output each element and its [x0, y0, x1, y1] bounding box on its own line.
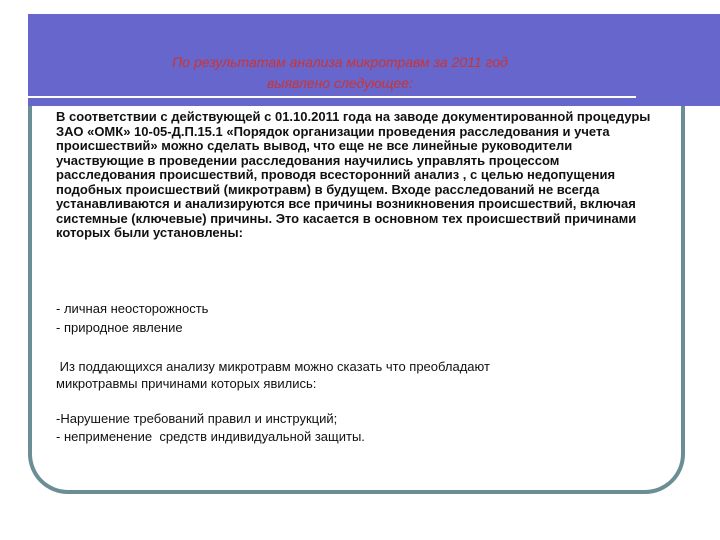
list-item: -Нарушение требований правил и инструкций;: [56, 411, 338, 426]
header-divider: [28, 96, 636, 98]
causes-list: [56, 299, 656, 337]
slide-title-line-2: выявлено следующее:: [266, 75, 413, 91]
list-item: - личная неосторожность: [56, 301, 209, 316]
slide-title-line-1: По результатам анализа микротравм за 2011 год: [172, 54, 508, 70]
list-item: - природное явление: [56, 320, 183, 335]
main-paragraph-text: В соответствии с действующей с 01.10.2011 года на заводе документированной процедуры ЗАО «ОМК» 10-05-Д.П.15.1 «Порядок организации проведения расследования и учета происшествий» можно сделать вывод, что еще не все линейные руководители участвующие в проведении расследования научились управлять процессом расследования происшествий, проводя всесторонний анализ , с целью недопущения подобных происшествий (микротравм) в будущем. Входе расследований не всегда устанавливаются и анализируются все причины возникновения происшествий, включая системные (ключевые) причины. Это касается в основном тех происшествий причинами которых были установлены:: [56, 109, 651, 240]
slide-title: [70, 52, 610, 94]
conclusion-line-1: Из поддающихся анализу микротравм можно сказать что преобладают: [56, 359, 490, 374]
conclusion-line-2: микротравмы причинами которых явились:: [56, 376, 317, 391]
violations-list: [56, 410, 656, 446]
conclusion-text: [56, 358, 656, 392]
main-paragraph: [56, 110, 656, 241]
list-item: - неприменение средств индивидуальной защиты.: [56, 429, 365, 444]
